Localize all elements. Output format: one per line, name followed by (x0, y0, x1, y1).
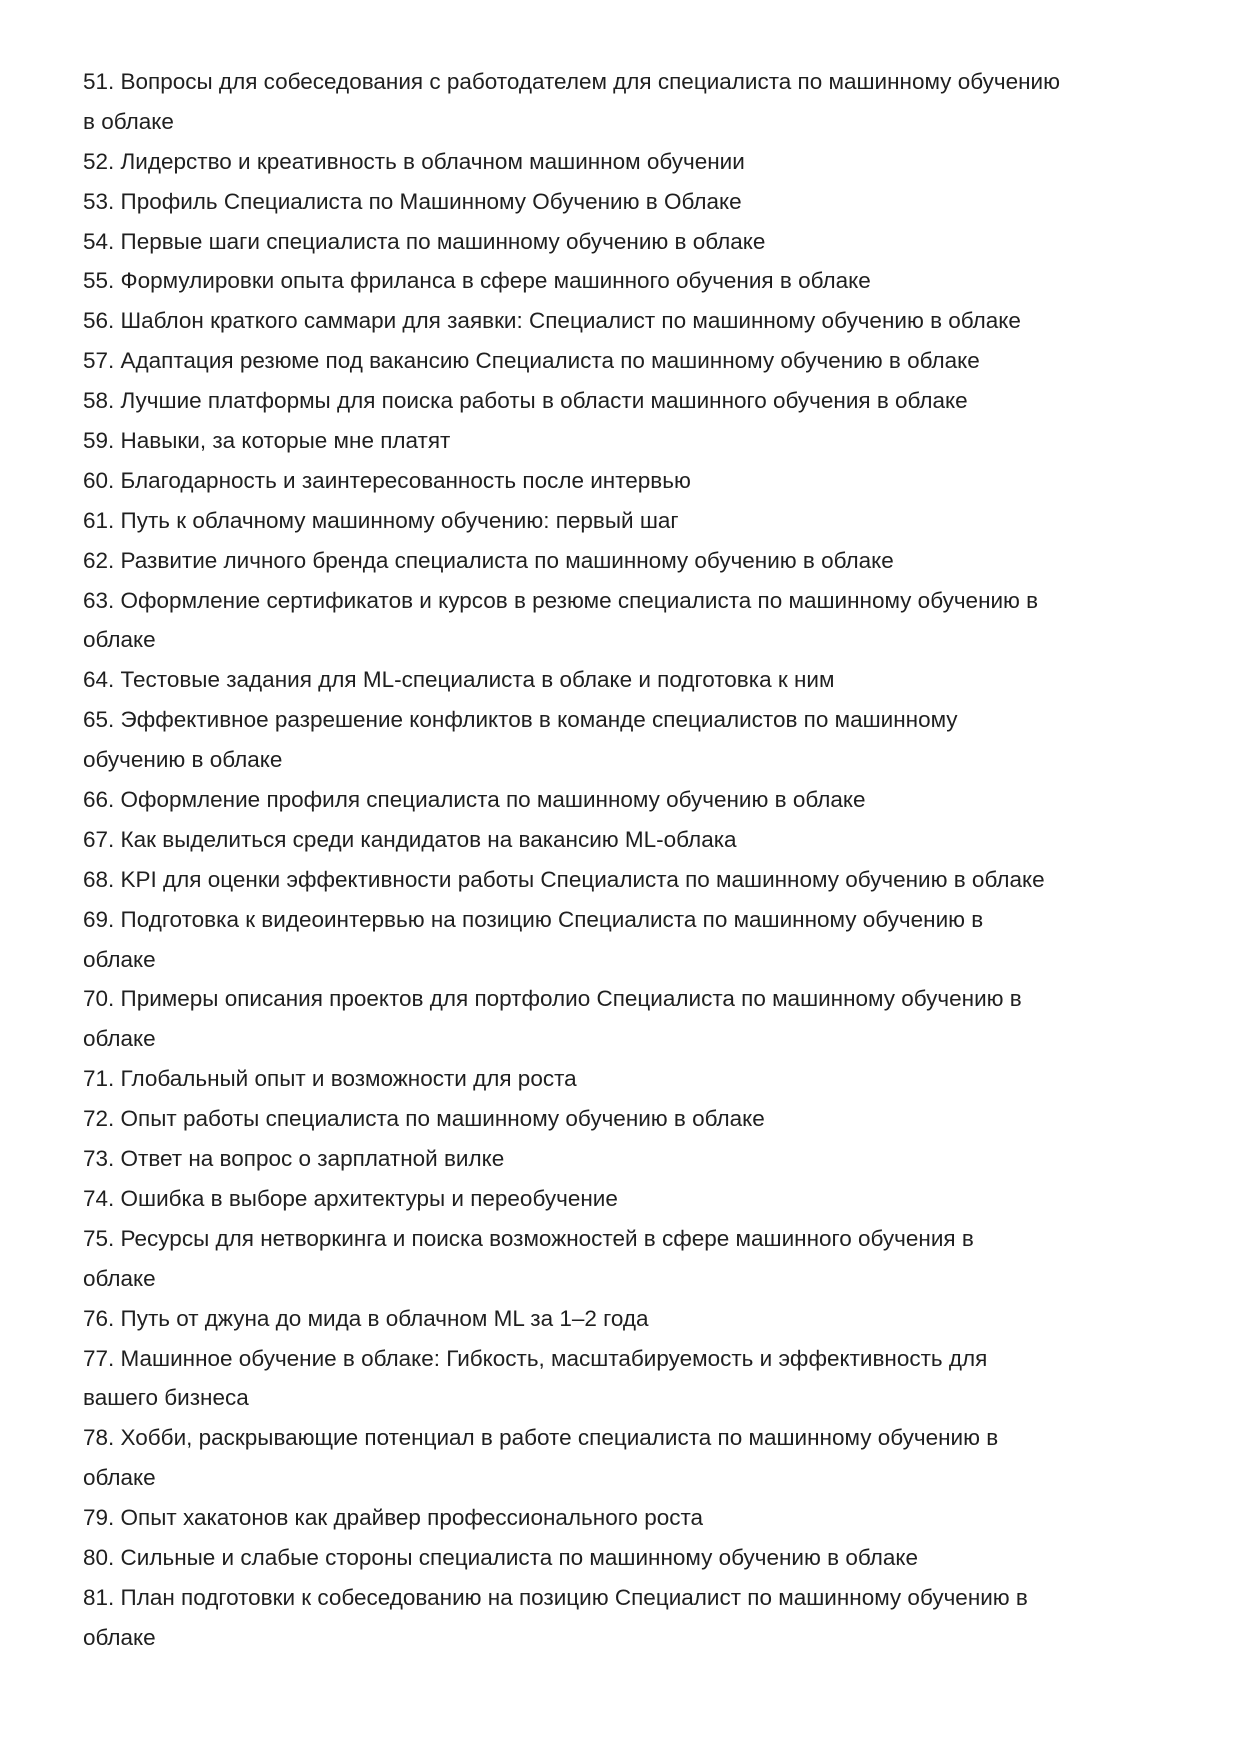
list-item (83, 1299, 1203, 1339)
list-item-text-line: 80. Сильные и слабые стороны специалиста по машинному обучению в облаке (83, 1544, 918, 1570)
list-item-text-line: в облаке (83, 108, 174, 134)
list-item-text-line: 59. Навыки, за которые мне платят (83, 428, 451, 454)
list-item-text-line: 72. Опыт работы специалиста по машинному обучению в облаке (83, 1106, 765, 1132)
list-item-text-line: обучению в облаке (83, 747, 283, 773)
list-item-text-line: 57. Адаптация резюме под вакансию Специалиста по машинному обучению в облаке (83, 348, 980, 374)
list-item-text-line: 70. Примеры описания проектов для портфолио Специалиста по машинному обучению в (83, 986, 1022, 1012)
list-item-text-line: 73. Ответ на вопрос о зарплатной вилке (83, 1146, 505, 1172)
list-item-text-line: 54. Первые шаги специалиста по машинному обучению в облаке (83, 228, 766, 254)
list-item (83, 182, 1203, 222)
list-item-text-line: 51. Вопросы для собеседования с работодателем для специалиста по машинному обучению (83, 69, 1060, 94)
list-item (83, 1578, 1203, 1658)
list-item (83, 222, 1203, 262)
list-item (83, 1219, 1203, 1299)
list-item-text-line: 55. Формулировки опыта фриланса в сфере машинного обучения в облаке (83, 268, 871, 294)
list-item (83, 780, 1203, 820)
list-item-text-line: 60. Благодарность и заинтересованность после интервью (83, 467, 691, 493)
list-item (83, 301, 1203, 341)
list-item-text-line: 81. План подготовки к собеседованию на позицию Специалист по машинному обучению в (83, 1584, 1028, 1610)
list-item-text-line: 75. Ресурсы для нетворкинга и поиска возможностей в сфере машинного обучения в (83, 1225, 974, 1251)
list-item (83, 1059, 1203, 1099)
list-item-text-line: облаке (83, 1465, 156, 1491)
list-item (83, 820, 1203, 860)
list-item (83, 461, 1203, 501)
list-item-text-line: 53. Профиль Специалиста по Машинному Обучению в Облаке (83, 188, 742, 214)
list-item (83, 501, 1203, 541)
list-item-text-line: облаке (83, 946, 156, 972)
list-item-text-line: 68. KPI для оценки эффективности работы Специалиста по машинному обучению в облаке (83, 866, 1045, 892)
list-item (83, 1099, 1203, 1139)
list-item (83, 421, 1203, 461)
list-item-text-line: 76. Путь от джуна до мида в облачном ML за 1–2 года (83, 1305, 649, 1331)
list-item-text-line: 74. Ошибка в выборе архитектуры и переобучение (83, 1185, 618, 1211)
list-item-text-line: 63. Оформление сертификатов и курсов в резюме специалиста по машинному обучению в (83, 587, 1039, 613)
list-item-text-line: 64. Тестовые задания для ML-специалиста в облаке и подготовка к ним (83, 667, 835, 693)
list-item-text-line: 52. Лидерство и креативность в облачном машинном обучении (83, 148, 745, 174)
list-item (83, 581, 1203, 661)
list-item-text-line: 69. Подготовка к видеоинтервью на позицию Специалиста по машинному обучению в (83, 906, 984, 932)
list-item (83, 381, 1203, 421)
list-item (83, 1538, 1203, 1578)
list-item-text-line: 62. Развитие личного бренда специалиста по машинному обучению в облаке (83, 547, 894, 573)
list-item (83, 261, 1203, 301)
list-item (83, 700, 1203, 780)
list-item-text-line: 79. Опыт хакатонов как драйвер профессионального роста (83, 1505, 704, 1531)
list-item-text-line: 66. Оформление профиля специалиста по машинному обучению в облаке (83, 787, 866, 813)
list-item-text-line: облаке (83, 1265, 156, 1291)
list-item (83, 1179, 1203, 1219)
list-item (83, 900, 1203, 980)
list-item (83, 979, 1203, 1059)
list-item-text-line: 67. Как выделиться среди кандидатов на вакансию ML-облака (83, 826, 737, 852)
list-item (83, 1498, 1203, 1538)
list-item-text-line: облаке (83, 1624, 156, 1650)
list-item-text-line: вашего бизнеса (83, 1385, 249, 1411)
list-item-text-line: 78. Хобби, раскрывающие потенциал в работе специалиста по машинному обучению в (83, 1425, 999, 1451)
list-item (83, 142, 1203, 182)
list-item-text-line: облаке (83, 1026, 156, 1052)
list-item-text-line: 65. Эффективное разрешение конфликтов в команде специалистов по машинному (83, 707, 958, 733)
numbered-topic-list (83, 62, 1203, 1658)
list-item (83, 1339, 1203, 1419)
list-item-text-line: 77. Машинное обучение в облаке: Гибкость, масштабируемость и эффективность для (83, 1345, 988, 1371)
list-item (83, 860, 1203, 900)
list-item-text-line: 71. Глобальный опыт и возможности для роста (83, 1066, 577, 1092)
list-item (83, 1418, 1203, 1498)
list-item (83, 660, 1203, 700)
list-item (83, 1139, 1203, 1179)
list-item (83, 341, 1203, 381)
list-item-text-line: облаке (83, 627, 156, 653)
list-item (83, 541, 1203, 581)
list-item-text-line: 56. Шаблон краткого саммари для заявки: Специалист по машинному обучению в облаке (83, 308, 1021, 334)
list-item-text-line: 61. Путь к облачному машинному обучению: первый шаг (83, 507, 679, 533)
list-item-text-line: 58. Лучшие платформы для поиска работы в области машинного обучения в облаке (83, 388, 968, 414)
list-item (83, 62, 1203, 142)
